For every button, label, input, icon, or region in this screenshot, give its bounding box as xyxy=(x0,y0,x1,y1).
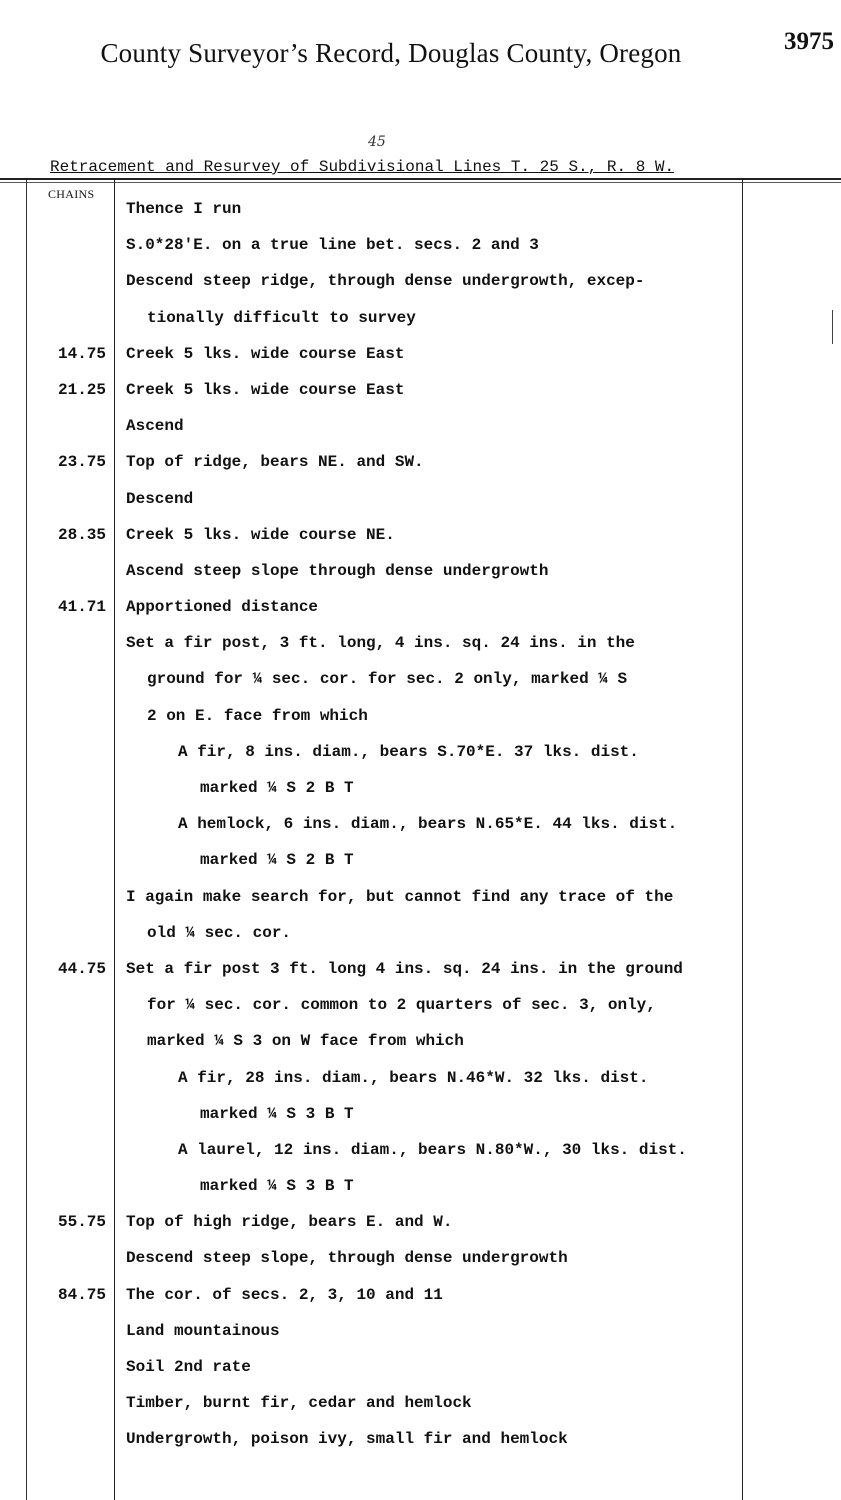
entry-text: Descend xyxy=(126,489,194,508)
entry-text: tionally difficult to survey xyxy=(147,308,416,327)
record-header: Retracement and Resurvey of Subdivisional Lines T. 25 S., R. 8 W. xyxy=(50,158,675,176)
entry-text: S.0*28'E. on a true line bet. secs. 2 and 3 xyxy=(126,236,539,255)
entry-text: 2 on E. face from which xyxy=(147,706,368,725)
entry-chain-distance: 23.75 xyxy=(57,453,106,472)
entry-text: marked ¼ S 2 B T xyxy=(200,851,354,870)
entry-row xyxy=(0,699,841,735)
entry-row xyxy=(0,952,841,988)
entry-text: Descend steep slope, through dense undergrowth xyxy=(126,1249,568,1268)
entry-row xyxy=(0,1314,841,1350)
entry-row xyxy=(0,445,841,481)
entry-chain-distance: 41.71 xyxy=(57,598,106,617)
entry-row xyxy=(0,1350,841,1386)
entry-row xyxy=(0,482,841,518)
entry-row xyxy=(0,843,841,879)
entry-row xyxy=(0,1386,841,1422)
entry-row xyxy=(0,1097,841,1133)
entry-text: A fir, 8 ins. diam., bears S.70*E. 37 lks. dist. xyxy=(178,742,639,761)
entry-chain-distance: 28.35 xyxy=(57,525,106,544)
entry-row xyxy=(0,916,841,952)
entry-row xyxy=(0,880,841,916)
entry-text: Top of ridge, bears NE. and SW. xyxy=(126,453,424,472)
entry-text: old ¼ sec. cor. xyxy=(147,923,292,942)
entry-text: Ascend steep slope through dense undergrowth xyxy=(126,561,549,580)
entry-row xyxy=(0,1169,841,1205)
entry-text: marked ¼ S 3 on W face from which xyxy=(147,1032,464,1051)
entry-row xyxy=(0,337,841,373)
entry-text: Land mountainous xyxy=(126,1321,280,1340)
entry-text: Creek 5 lks. wide course NE. xyxy=(126,525,395,544)
entry-row xyxy=(0,554,841,590)
entry-row xyxy=(0,988,841,1024)
entry-text: Soil 2nd rate xyxy=(126,1358,251,1376)
entry-row xyxy=(0,1133,841,1169)
entry-row xyxy=(0,1241,841,1277)
entry-text: Timber, burnt fir, cedar and hemlock xyxy=(126,1394,472,1413)
entry-row xyxy=(0,1024,841,1060)
page-number: 3975 xyxy=(784,28,834,55)
entry-row xyxy=(0,192,841,228)
entry-row xyxy=(0,662,841,698)
entry-text: Top of high ridge, bears E. and W. xyxy=(126,1213,453,1232)
entry-row xyxy=(0,771,841,807)
entry-text: Set a fir post 3 ft. long 4 ins. sq. 24 ins. in the ground xyxy=(126,959,683,978)
entry-row xyxy=(0,264,841,300)
entry-row xyxy=(0,807,841,843)
header-rule-secondary xyxy=(0,182,841,183)
entry-text: for ¼ sec. cor. common to 2 quarters of sec. 3, only, xyxy=(147,996,656,1015)
handwritten-note: 45 xyxy=(368,134,386,150)
entry-chain-distance: 14.75 xyxy=(57,344,106,363)
entry-text: marked ¼ S 3 B T xyxy=(200,1104,354,1123)
entry-text: A laurel, 12 ins. diam., bears N.80*W., 30 lks. dist. xyxy=(178,1140,687,1159)
entry-row xyxy=(0,590,841,626)
entry-text: Thence I run xyxy=(126,200,242,218)
entry-text: The cor. of secs. 2, 3, 10 and 11 xyxy=(126,1285,443,1304)
entry-row xyxy=(0,518,841,554)
entry-row xyxy=(0,735,841,771)
entry-chain-distance: 55.75 xyxy=(57,1213,106,1232)
entry-row xyxy=(0,301,841,337)
entry-text: Apportioned distance xyxy=(126,598,319,617)
entry-row xyxy=(0,409,841,445)
entry-row xyxy=(0,1061,841,1097)
entry-text: Creek 5 lks. wide course East xyxy=(126,380,405,399)
entry-row xyxy=(0,1205,841,1241)
entry-row xyxy=(0,1422,841,1458)
entry-text: I again make search for, but cannot find any trace of the xyxy=(126,887,674,906)
entry-text: A hemlock, 6 ins. diam., bears N.65*E. 44 lks. dist. xyxy=(178,815,678,834)
entry-chain-distance: 21.25 xyxy=(57,380,106,399)
entry-text: Ascend xyxy=(126,417,184,436)
page-title: County Surveyor’s Record, Douglas County, Oregon xyxy=(100,38,682,68)
entry-text: Undergrowth, poison ivy, small fir and hemlock xyxy=(126,1430,568,1449)
entry-text: A fir, 28 ins. diam., bears N.46*W. 32 lks. dist. xyxy=(178,1068,649,1087)
header-rule xyxy=(0,178,841,180)
entry-text: Descend steep ridge, through dense undergrowth, excep- xyxy=(126,272,645,291)
entry-row xyxy=(0,626,841,662)
entry-text: marked ¼ S 3 B T xyxy=(200,1177,354,1196)
entry-text: ground for ¼ sec. cor. for sec. 2 only, marked ¼ S xyxy=(147,670,628,689)
chains-column-label: CHAINS xyxy=(48,187,95,201)
entry-text: marked ¼ S 2 B T xyxy=(200,779,354,797)
survey-entries xyxy=(0,192,841,1459)
entry-text: Creek 5 lks. wide course East xyxy=(126,344,405,363)
entry-row xyxy=(0,373,841,409)
entry-text: Set a fir post, 3 ft. long, 4 ins. sq. 24 ins. in the xyxy=(126,634,635,653)
entry-chain-distance: 44.75 xyxy=(57,959,106,978)
entry-row xyxy=(0,1278,841,1314)
entry-chain-distance: 84.75 xyxy=(57,1285,106,1304)
entry-row xyxy=(0,228,841,264)
